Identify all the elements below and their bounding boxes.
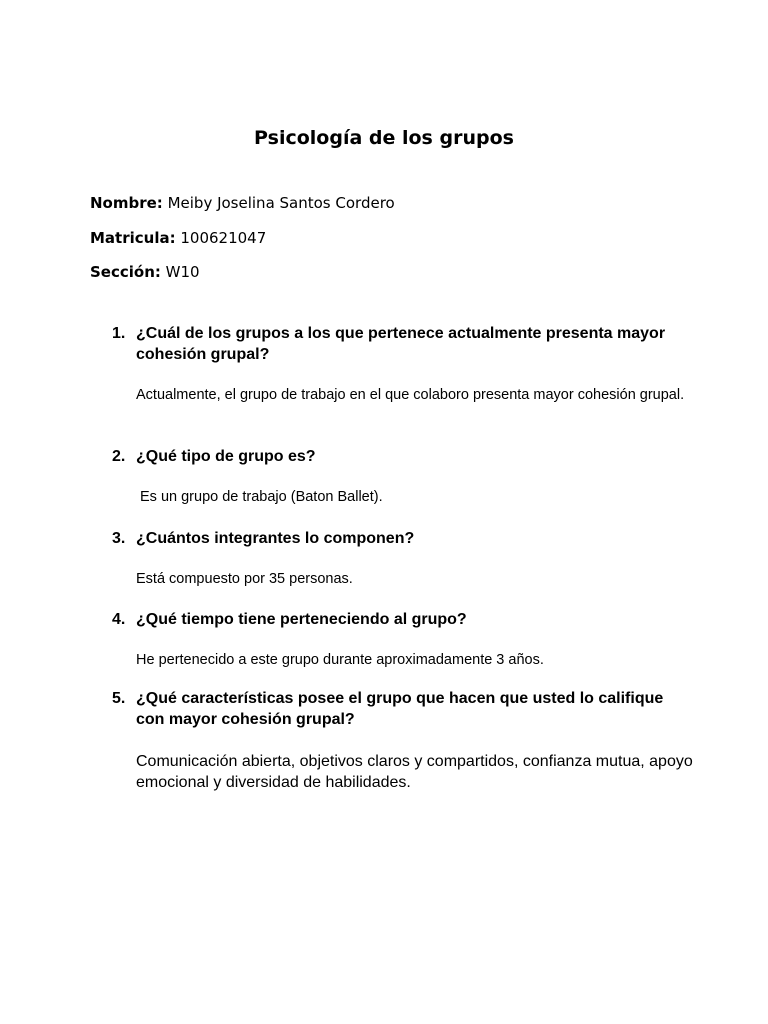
question-number: 1. — [112, 325, 126, 342]
seccion-value: W10 — [165, 263, 200, 281]
matricula-label: Matricula: — [90, 229, 176, 247]
nombre-label: Nombre: — [90, 194, 163, 212]
answer-text: Actualmente, el grupo de trabajo en el que colaboro presenta mayor cohesión grupal. — [136, 387, 685, 403]
answer-text: Comunicación abierta, objetivos claros y compartidos, confianza mutua, apoyo emocional y diversidad de habilidades. — [136, 753, 693, 791]
student-name-line — [90, 193, 395, 213]
question-number: 4. — [112, 611, 126, 628]
answer-text: He pertenecido a este grupo durante aproximadamente 3 años. — [136, 652, 544, 668]
question-number: 5. — [112, 690, 126, 707]
question-text: ¿Qué características posee el grupo que hacen que usted lo califique con mayor cohesión grupal? — [136, 690, 664, 728]
student-id-line — [90, 228, 266, 248]
matricula-value: 100621047 — [180, 229, 267, 247]
question-text: ¿Cuántos integrantes lo componen? — [136, 530, 415, 547]
question-text: ¿Qué tipo de grupo es? — [136, 448, 316, 465]
answer-text: Es un grupo de trabajo (Baton Ballet). — [140, 489, 383, 505]
question-number: 2. — [112, 448, 126, 465]
question-text: ¿Cuál de los grupos a los que pertenece actualmente presenta mayor cohesión grupal? — [136, 325, 666, 363]
question-text: ¿Qué tiempo tiene perteneciendo al grupo? — [136, 611, 467, 628]
nombre-value: Meiby Joselina Santos Cordero — [167, 194, 395, 212]
seccion-label: Sección: — [90, 263, 161, 281]
section-line — [90, 262, 200, 282]
document-title: Psicología de los grupos — [254, 127, 514, 149]
question-number: 3. — [112, 530, 126, 547]
answer-text: Está compuesto por 35 personas. — [136, 571, 353, 587]
